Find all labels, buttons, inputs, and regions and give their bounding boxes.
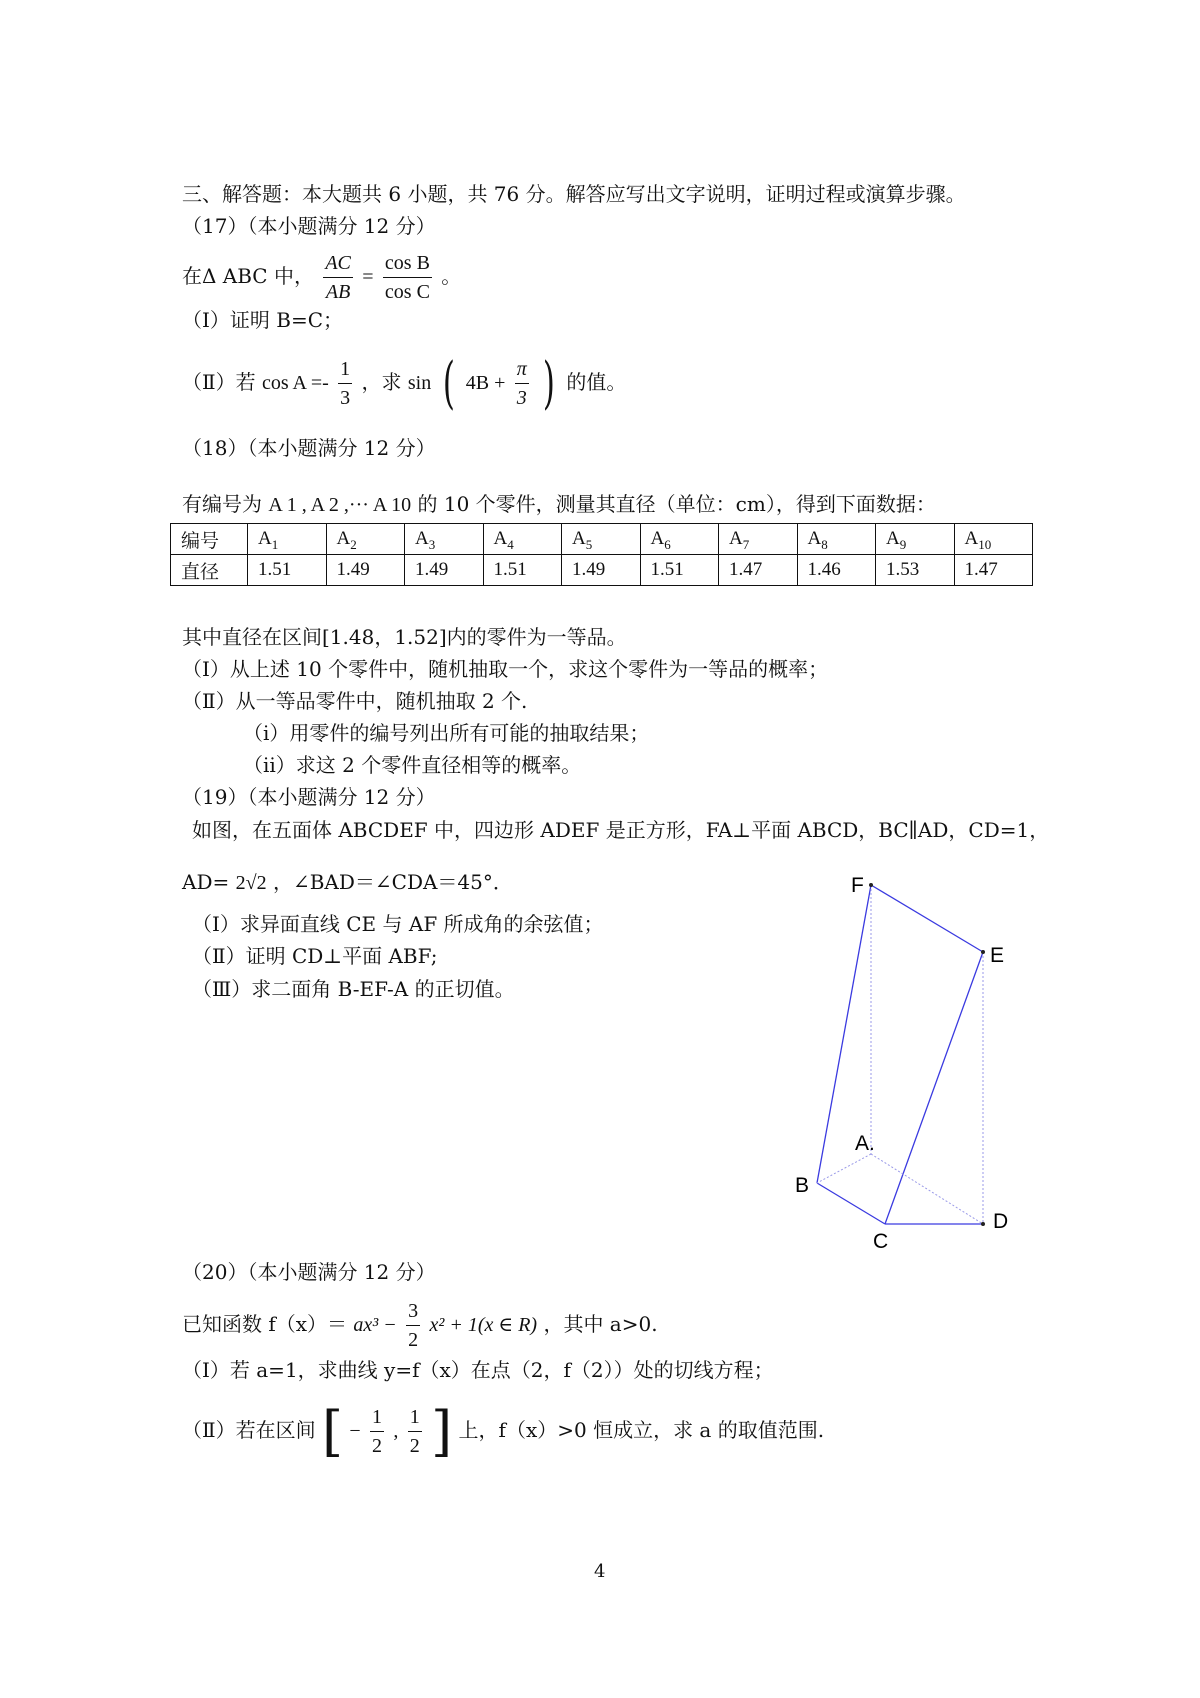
label-e: E — [990, 944, 1005, 967]
q17-part2-frac-den: 3 — [340, 387, 351, 409]
q20-interval-b — [408, 1403, 422, 1460]
edge-ec — [885, 952, 983, 1224]
table-cell-diameter: 1.46 — [797, 555, 876, 586]
table-cell-diameter: 1.47 — [719, 555, 798, 586]
q20-intro-prefix: 已知函数 f（x）＝ — [182, 1312, 348, 1336]
q18-intro-suffix: 的 10 个零件，测量其直径（单位：cm），得到下面数据： — [417, 492, 936, 516]
q18-intro-prefix: 有编号为 — [182, 492, 262, 516]
q17-part2 — [182, 350, 626, 414]
q20-intro-frac-num: 3 — [406, 1297, 420, 1326]
q17-header: （17）（本小题满分 12 分） — [182, 214, 436, 238]
edge-ad-hidden — [871, 1154, 983, 1224]
table-cell-label: 编号 — [171, 524, 248, 555]
q20-intro-expr1: ax³ − — [353, 1314, 397, 1336]
q19-ad-prefix: AD= — [182, 870, 230, 894]
q17-part2-frac — [338, 355, 352, 412]
q17-frac1-num: AC — [323, 249, 353, 278]
q19-header: （19）（本小题满分 12 分） — [182, 785, 436, 809]
q20-intro-suffix: ，其中 a>0. — [543, 1312, 658, 1336]
q18-intro-ids: A 1 , A 2 ,··· A 10 — [268, 494, 412, 516]
q20-intro-expr2: x² + 1(x ∈ R) — [429, 1314, 538, 1336]
q17-part2-suffix: 的值。 — [566, 370, 627, 394]
section-title: 三、解答题：本大题共 6 小题，共 76 分。解答应写出文字说明，证明过程或演算步骤。 — [182, 182, 966, 206]
table-cell-id: $A_7$ — [719, 524, 798, 555]
table-cell-diameter: 1.49 — [326, 555, 405, 586]
q17-paren-open: ( — [442, 350, 455, 416]
q17-part2-sin: sin — [407, 372, 432, 394]
q19-part1: （Ⅰ）求异面直线 CE 与 AF 所成角的余弦值； — [192, 912, 604, 936]
q19-intro: 如图，在五面体 ABCDEF 中，四边形 ADEF 是正方形，FA⊥平面 ABCD，BC∥AD，CD=1， — [192, 818, 1050, 842]
q20-intro — [182, 1292, 658, 1356]
label-f: F — [851, 874, 864, 897]
table-cell-id: $A_1$ — [248, 524, 327, 555]
q18-intro — [182, 492, 936, 517]
q17-frac-cos — [383, 249, 432, 306]
edge-bc — [817, 1183, 885, 1224]
q19-ad-line — [182, 870, 513, 895]
diameter-table — [170, 523, 1033, 586]
q18-part2-ii: （ⅱ）求这 2 个零件直径相等的概率。 — [243, 753, 582, 777]
q20-interval-b-num: 1 — [408, 1403, 422, 1432]
q18-note: 其中直径在区间[1.48，1.52]内的零件为一等品。 — [182, 625, 627, 649]
q17-part2-cos: cos A =- — [261, 372, 329, 394]
q20-minus: − — [349, 1420, 361, 1442]
q17-intro-suffix: 。 — [441, 264, 462, 288]
table-cell-label: 直径 — [171, 555, 248, 586]
q17-paren-close: ) — [543, 350, 556, 416]
q17-part2-pi-frac — [515, 355, 529, 412]
q19-ad-suffix: ，∠BAD＝∠CDA＝45°． — [272, 870, 513, 894]
q17-pi-den: 3 — [516, 387, 527, 409]
vertex-f — [869, 883, 873, 887]
q17-frac1-den: AB — [325, 281, 351, 303]
q18-header: （18）（本小题满分 12 分） — [182, 436, 436, 460]
pentahedron-figure — [785, 870, 1025, 1253]
q19-part3: （Ⅲ）求二面角 B-EF-A 的正切值。 — [192, 977, 515, 1001]
vertex-d — [981, 1222, 985, 1226]
q20-part2-prefix: （Ⅱ）若在区间 — [182, 1418, 316, 1442]
q17-frac2-num: cos B — [383, 249, 432, 278]
q20-interval-b-den: 2 — [409, 1435, 420, 1457]
q20-interval-a-den: 2 — [372, 1435, 383, 1457]
q19-ad-value: 2√2 — [235, 872, 267, 894]
table-cell-id: $A_8$ — [797, 524, 876, 555]
label-a: A. — [855, 1132, 875, 1155]
q17-part2-mid: ，求 — [361, 370, 402, 394]
label-c: C — [873, 1230, 889, 1253]
table-cell-diameter: 1.53 — [876, 555, 955, 586]
table-row-diameters — [171, 555, 1033, 586]
q20-intro-frac — [406, 1297, 420, 1354]
table-cell-id: $A_2$ — [326, 524, 405, 555]
q20-interval-a-num: 1 — [370, 1403, 384, 1432]
table-cell-id: $A_{10}$ — [954, 524, 1033, 555]
table-cell-diameter: 1.47 — [954, 555, 1033, 586]
table-cell-id: $A_6$ — [640, 524, 719, 555]
q17-part2-prefix: （Ⅱ）若 — [182, 370, 256, 394]
q17-intro — [182, 244, 461, 308]
q18-part2: （Ⅱ）从一等品零件中，随机抽取 2 个. — [182, 689, 528, 713]
table-cell-diameter: 1.49 — [562, 555, 641, 586]
q17-part2-arg: 4B + — [465, 372, 506, 394]
q17-part2-frac-num: 1 — [338, 355, 352, 384]
q20-interval-a — [370, 1403, 384, 1460]
table-cell-id: $A_5$ — [562, 524, 641, 555]
vertex-e — [981, 950, 985, 954]
table-cell-id: $A_4$ — [483, 524, 562, 555]
q17-equals: = — [362, 266, 374, 288]
q20-bracket-close: ] — [431, 1399, 453, 1463]
label-b: B — [795, 1174, 810, 1197]
q19-part2: （Ⅱ）证明 CD⊥平面 ABF; — [192, 944, 438, 968]
q17-frac2-den: cos C — [384, 281, 430, 303]
table-cell-id: $A_9$ — [876, 524, 955, 555]
page-number: 4 — [594, 1561, 606, 1582]
q17-intro-prefix: 在Δ ABC 中， — [182, 264, 314, 288]
q18-part2-i: （ⅰ）用零件的编号列出所有可能的抽取结果； — [243, 721, 650, 745]
q17-pi-num: π — [515, 355, 529, 384]
q20-intro-frac-den: 2 — [408, 1329, 419, 1351]
q20-part1: （Ⅰ）若 a=1，求曲线 y=f（x）在点（2，f（2））处的切线方程； — [182, 1358, 774, 1382]
table-cell-diameter: 1.51 — [640, 555, 719, 586]
q20-part2-suffix: 上，f（x）>0 恒成立，求 a 的取值范围. — [458, 1418, 825, 1442]
table-row-ids — [171, 524, 1033, 555]
table-cell-diameter: 1.51 — [248, 555, 327, 586]
edge-ab-hidden — [817, 1154, 871, 1183]
q20-bracket-open: [ — [321, 1399, 344, 1463]
q17-frac-ac-ab — [323, 249, 353, 306]
table-cell-id: $A_3$ — [405, 524, 484, 555]
q20-header: （20）（本小题满分 12 分） — [182, 1260, 436, 1284]
q20-comma: , — [393, 1420, 399, 1442]
table-cell-diameter: 1.51 — [483, 555, 562, 586]
edge-fe — [871, 885, 983, 952]
label-d: D — [993, 1210, 1009, 1233]
q18-part1: （Ⅰ）从上述 10 个零件中，随机抽取一个，求这个零件为一等品的概率； — [182, 657, 829, 681]
q20-part2 — [182, 1398, 824, 1462]
q17-part1: （Ⅰ）证明 B=C； — [182, 308, 344, 332]
table-cell-diameter: 1.49 — [405, 555, 484, 586]
